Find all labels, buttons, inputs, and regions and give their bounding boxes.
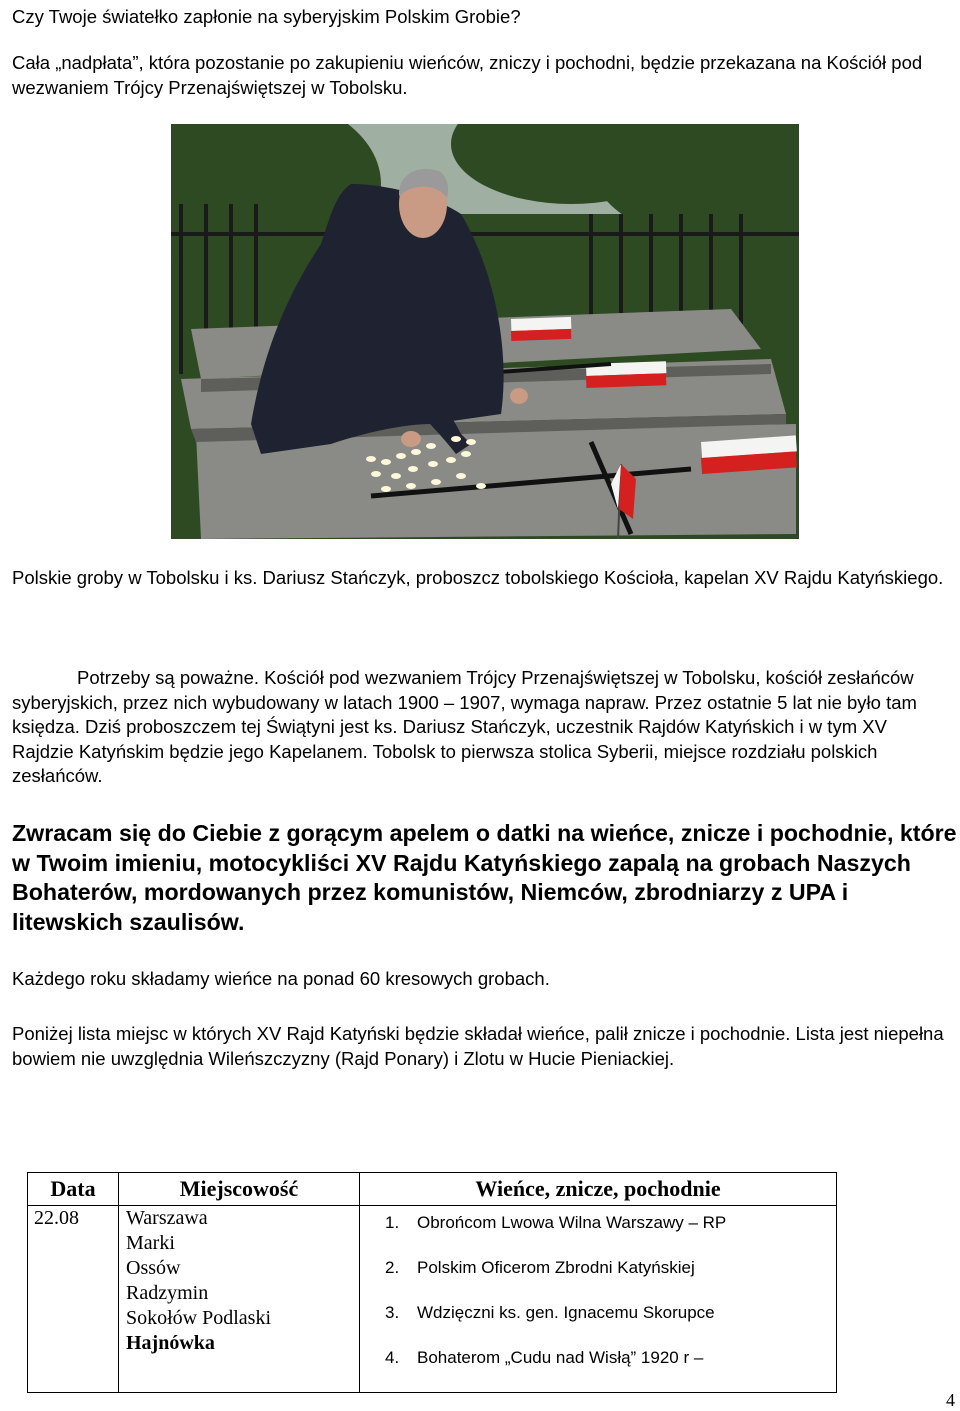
list-intro-paragraph: Poniżej lista miejsc w których XV Rajd Katyński będzie składał wieńce, palił znicze i pochodnie. Lista jest niepełna bowiem nie uwzględnia Wileńszczyzny (Rajd Ponary) i Zlotu w Hucie Pieniackiej. (12, 1023, 944, 1069)
place-item: Marki (126, 1232, 175, 1254)
wreath-text: Bohaterom „Cudu nad Wisłą” 1920 r – (417, 1348, 704, 1367)
needs-paragraph (12, 666, 952, 789)
wreath-item (385, 1347, 836, 1392)
graves-photo (171, 124, 799, 539)
wreath-item (385, 1302, 836, 1347)
wreath-number: 4. (385, 1348, 400, 1367)
question-line: Czy Twoje światełko zapłonie na syberyjskim Polskim Grobie? (12, 6, 521, 27)
place-item: Radzymin (126, 1282, 209, 1304)
wreath-text: Polskim Oficerom Zbrodni Katyńskiej (417, 1258, 695, 1277)
row-wreaths (360, 1206, 837, 1393)
needs-body: Kościół pod wezwaniem Trójcy Przenajświętszej w Tobolsku, kościół zesłańców syberyjskich, przez nich wybudowany w latach 1900 – 1907, wymaga napraw. Przez ostatnie 5 lat nie było tam księdza. Dziś proboszczem tej Świątyni jest ks. Dariusz Stańczyk, uczestnik Rajdów Katyńskich i w tym XV Rajdzie Katyńskim będzie jego Kapelanem. Tobolsk to pierwsza stolica Syberii, miejsce rozdziału polskich zesłańców. (12, 667, 917, 786)
row-places (119, 1206, 360, 1393)
photo-caption: Polskie groby w Tobolsku i ks. Dariusz Stańczyk, proboszcz tobolskiego Kościoła, kapelan XV Rajdu Katyńskiego. (12, 567, 944, 588)
surplus-paragraph: Cała „nadpłata”, która pozostanie po zakupieniu wieńców, zniczy i pochodni, będzie przekazana na Kościół pod wezwaniem Trójcy Przenajświętszej w Tobolsku. (12, 52, 923, 98)
needs-lead: Potrzeby są poważne. (77, 667, 260, 688)
table-row (28, 1206, 837, 1393)
wreath-item (385, 1212, 836, 1257)
yearly-graves-paragraph: Każdego roku składamy wieńce na ponad 60 kresowych grobach. (12, 968, 550, 989)
row-date: 22.08 (28, 1206, 119, 1393)
place-item: Ossów (126, 1257, 181, 1279)
header-wreaths: Wieńce, znicze, pochodnie (360, 1173, 837, 1206)
place-item: Sokołów Podlaski (126, 1307, 272, 1329)
appeal-heading: Zwracam się do Ciebie z gorącym apelem o datki na wieńce, znicze i pochodnie, które w Twoim imieniu, motocykliści XV Rajdu Katyńskiego zapalą na grobach Naszych Bohaterów, mordowanych przez komunistów, Niemców, zbrodniarzy z UPA i litewskich szaulisów. (12, 820, 957, 935)
wreath-number: 1. (385, 1213, 400, 1232)
place-item: Warszawa (126, 1207, 208, 1229)
header-place: Miejscowość (119, 1173, 360, 1206)
graves-photo-illustration (171, 124, 799, 539)
wreath-item (385, 1257, 836, 1302)
wreath-number: 3. (385, 1303, 400, 1322)
wreath-schedule-table (27, 1172, 837, 1393)
wreath-list (385, 1212, 836, 1392)
wreath-number: 2. (385, 1258, 400, 1277)
wreath-text: Wdzięczni ks. gen. Ignacemu Skorupce (417, 1303, 715, 1322)
table-header-row (28, 1173, 837, 1206)
place-item: Hajnówka (126, 1332, 215, 1354)
page-number: 4 (946, 1390, 955, 1410)
wreath-text: Obrońcom Lwowa Wilna Warszawy – RP (417, 1213, 727, 1232)
header-date: Data (28, 1173, 119, 1206)
